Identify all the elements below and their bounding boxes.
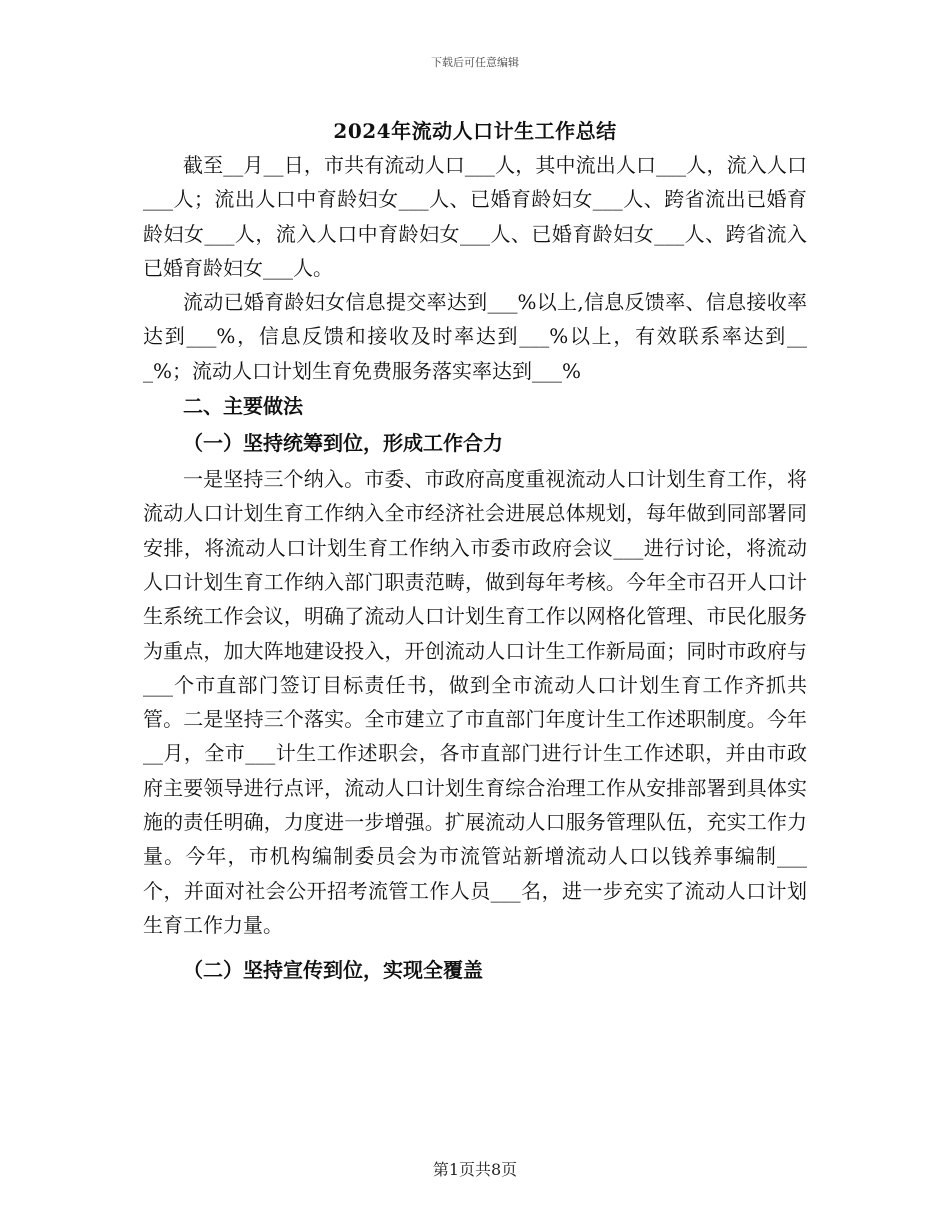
subsection-heading-coordination: （一）坚持统筹到位，形成工作合力 [183,431,503,456]
page-indicator: 第1页共8页 [432,1160,518,1179]
section-heading-main-methods: 二、主要做法 [183,394,303,419]
download-note: 下载后可任意编辑 [431,56,519,69]
paragraph-rate-stats: 流动已婚育龄妇女信息提交率达到___%以上,信息反馈率、信息接收率达到___%，信息反馈和接收及时率达到___%以上，有效联系率达到___%；流动人口计划生育免费服务落实率达到___% [143,290,807,383]
subsection-heading-publicity: （二）坚持宣传到位，实现全覆盖 [183,958,483,983]
paragraph-coordination-body: 一是坚持三个纳入。市委、市政府高度重视流动人口计划生育工作，将流动人口计划生育工作纳入全市经济社会进展总体规划，每年做到同部署同安排，将流动人口计划生育工作纳入市委市政府会议___进行讨论，将流动人口计划生育工作纳入部门职责范畴，做到每年考核。今年全市召开人口计生系统工作会议，明确了流动人口计划生育工作以网格化管理、市民化服务为重点，加大阵地建设投入，开创流动人口计生工作新局面；同时市政府与___个市直部门签订目标责任书，做到全市流动人口计划生育工作齐抓共管。二是坚持三个落实。全市建立了市直部门年度计生工作述职制度。今年__月，全市___计生工作述职会，各市直部门进行计生工作述职，并由市政府主要领导进行点评，流动人口计划生育综合治理工作从安排部署到具体实施的责任明确，力度进一步增强。扩展流动人口服务管理队伍，充实工作力量。今年，市机构编制委员会为市流管站新增流动人口以钱养事编制___个，并面对社会公开招考流管工作人员___名，进一步充实了流动人口计划生育工作力量。 [143,467,807,937]
document-title: 2024年流动人口计生工作总结 [333,119,617,143]
paragraph-population-stats: 截至__月__日，市共有流动人口___人，其中流出人口___人，流入人口___人；流出人口中育龄妇女___人、已婚育龄妇女___人、跨省流出已婚育龄妇女___人，流入人口中育龄妇女___人、已婚育龄妇女___人、跨省流入已婚育龄妇女___人。 [143,153,807,280]
document-body [143,148,807,989]
